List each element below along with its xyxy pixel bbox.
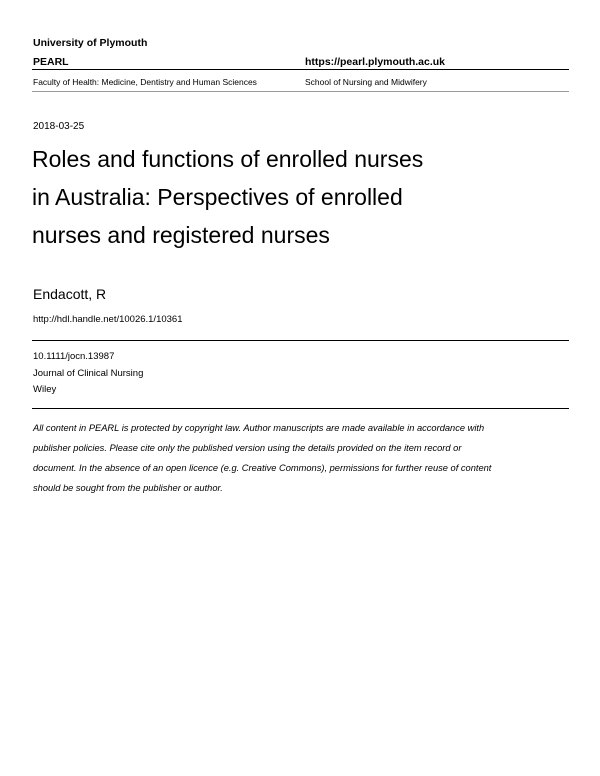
school-name: School of Nursing and Midwifery [305,77,427,87]
title-line: in Australia: Perspectives of enrolled [32,184,403,210]
repository-name: PEARL [33,56,69,68]
faculty-divider [32,91,569,92]
title-line: nurses and registered nurses [32,222,330,248]
notice-line: should be sought from the publisher or author. [33,483,223,493]
document-title [32,140,552,254]
journal-name: Journal of Clinical Nursing [33,368,144,379]
notice-line: publisher policies. Please cite only the published version using the details provided on the item record or [33,443,462,453]
author-name: Endacott, R [33,286,107,302]
title-line: Roles and functions of enrolled nurses [32,146,424,172]
publisher-name: Wiley [33,384,57,395]
metadata-divider [32,340,569,341]
notice-line: document. In the absence of an open licence (e.g. Creative Commons), permissions for further reuse of content [33,463,492,473]
repository-url[interactable]: https://pearl.plymouth.ac.uk [305,56,446,68]
doi-text: 10.1111/jocn.13987 [33,351,115,362]
notice-divider [32,408,569,409]
handle-link[interactable]: http://hdl.handle.net/10026.1/10361 [33,314,183,325]
header-divider [32,69,569,70]
faculty-name: Faculty of Health: Medicine, Dentistry and Human Sciences [33,77,257,87]
publication-date: 2018-03-25 [33,121,85,132]
notice-line: All content in PEARL is protected by copyright law. Author manuscripts are made available in accordance with [33,423,485,433]
institution-name: University of Plymouth [33,37,148,49]
copyright-notice [33,418,568,498]
